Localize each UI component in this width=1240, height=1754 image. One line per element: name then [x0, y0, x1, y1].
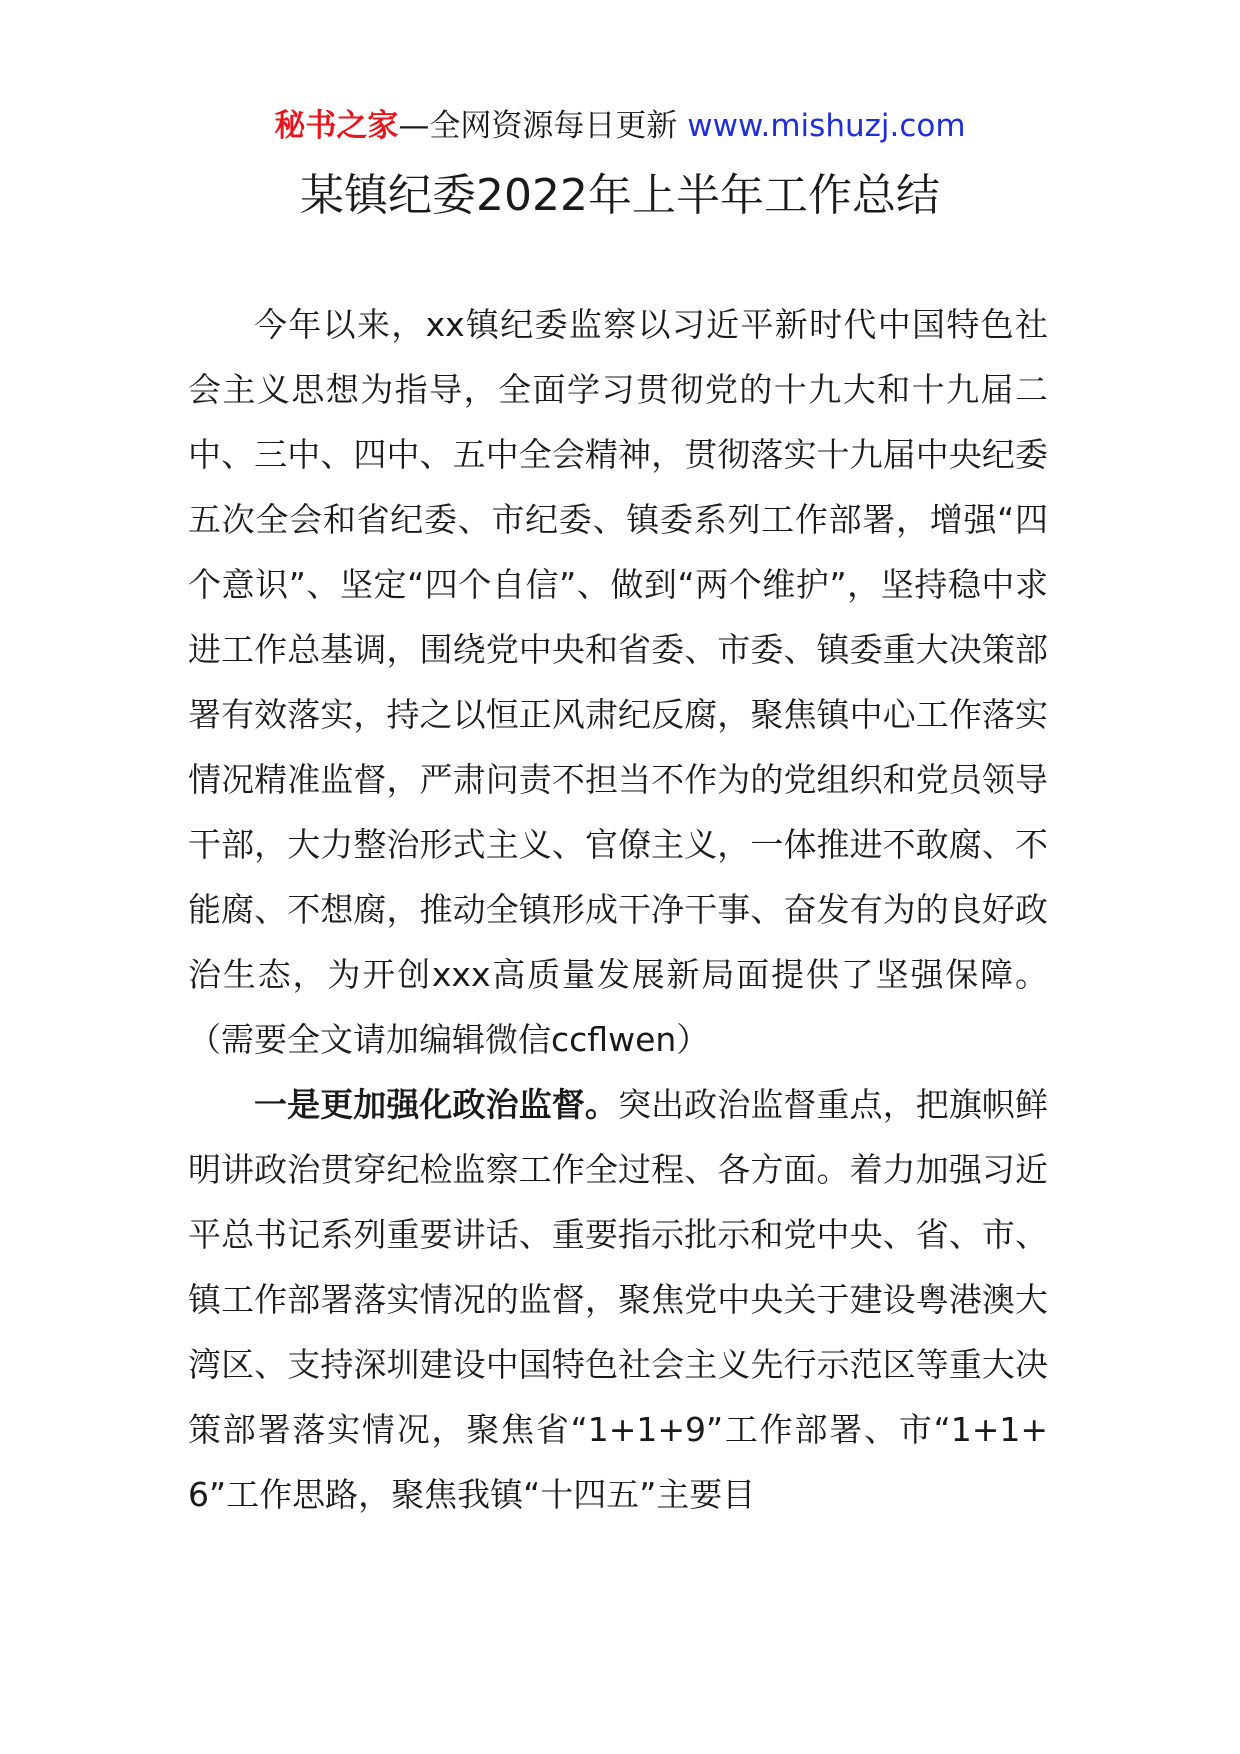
paragraph-intro	[188, 292, 1048, 1072]
paragraph-text: 突出政治监督重点，把旗帜鲜明讲政治贯穿纪检监察工作全过程、各方面。着力加强习近平总书记系列重要讲话、重要指示批示和党中央、省、市、镇工作部署落实情况的监督，聚焦党中央关于建设粤港澳大湾区、支持深圳建设中国特色社会主义先行示范区等重大决策部署落实情况，聚焦省“1+1+9”工作部署、市“1+1+6”工作思路，聚焦我镇“十四五”主要目	[188, 1085, 1049, 1514]
site-tagline: —全网资源每日更新	[398, 108, 678, 144]
paragraph-political-supervision	[188, 1072, 1048, 1527]
document-title: 某镇纪委2022年上半年工作总结	[300, 170, 940, 221]
paragraph-lead: 一是更加强化政治监督。	[254, 1085, 618, 1124]
document-body	[188, 292, 1048, 1527]
site-url[interactable]: www.mishuzj.com	[687, 108, 966, 144]
site-header	[0, 104, 1240, 148]
site-brand: 秘书之家	[274, 108, 399, 144]
paragraph-text: 今年以来，xx镇纪委监察以习近平新时代中国特色社会主义思想为指导，全面学习贯彻党的十九大和十九届二中、三中、四中、五中全会精神，贯彻落实十九届中央纪委五次全会和省纪委、市纪委、镇委系列工作部署，增强“四个意识”、坚定“四个自信”、做到“两个维护”，坚持稳中求进工作总基调，围绕党中央和省委、市委、镇委重大决策部署有效落实，持之以恒正风肃纪反腐，聚焦镇中心工作落实情况精准监督，严肃问责不担当不作为的党组织和党员领导干部，大力整治形式主义、官僚主义，一体推进不敢腐、不能腐、不想腐，推动全镇形成干净干事、奋发有为的良好政治生态，为开创xxx高质量发展新局面提供了坚强保障。（需要全文请加编辑微信ccflwen）	[188, 305, 1048, 1059]
